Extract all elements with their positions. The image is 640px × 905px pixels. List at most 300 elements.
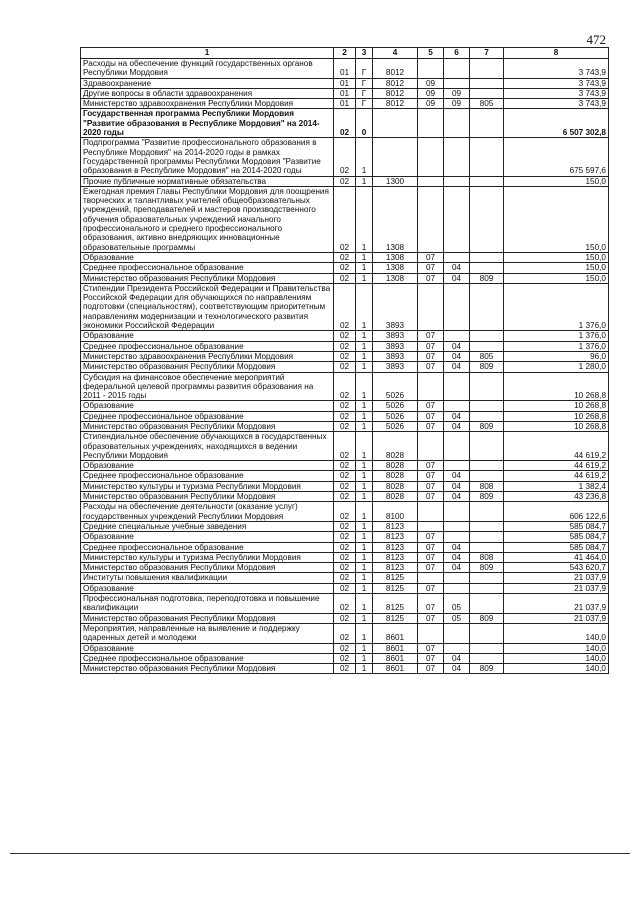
table-row [81,252,609,262]
row-code-section: 07 [418,643,444,653]
row-code-department [470,138,504,176]
row-code-section: 07 [418,594,444,614]
row-name-cell: Министерство культуры и туризма Республики Мордовия [81,552,334,562]
row-code-department [470,643,504,653]
row-code-department [470,341,504,351]
row-code-subsection [444,432,470,461]
row-code-section: 07 [418,351,444,361]
row-code-subsection: 04 [444,273,470,283]
row-code-target: 1308 [373,252,418,262]
page-bottom-rule [10,853,630,854]
row-code-subprogram: 0 [356,109,373,138]
row-code-program: 01 [334,78,356,88]
row-code-subprogram: 1 [356,331,373,341]
row-amount-cell: 43 236,8 [504,492,609,502]
row-code-subprogram: 1 [356,542,373,552]
table-row [81,263,609,273]
row-code-section: 07 [418,421,444,431]
row-code-subsection: 04 [444,481,470,491]
table-row [81,331,609,341]
row-amount-cell: 150,0 [504,186,609,252]
row-name-cell: Стипендиальное обеспечение обучающихся в государственных образовательных учреждениях, находящихся в ведении Республики Мордовия [81,432,334,461]
row-code-department [470,573,504,583]
row-code-target: 8012 [373,88,418,98]
row-amount-cell: 44 619,2 [504,432,609,461]
row-code-subprogram: 1 [356,186,373,252]
row-code-target: 8012 [373,59,418,79]
row-code-section: 07 [418,653,444,663]
row-code-subsection: 04 [444,664,470,674]
row-name-cell: Другие вопросы в области здравоохранения [81,88,334,98]
row-code-program: 02 [334,583,356,593]
row-code-program: 02 [334,283,356,330]
table-row [81,563,609,573]
row-code-program: 02 [334,176,356,186]
row-code-target: 8601 [373,623,418,643]
row-code-department [470,583,504,593]
row-amount-cell: 150,0 [504,176,609,186]
row-amount-cell: 1 376,0 [504,331,609,341]
row-code-subprogram: 1 [356,341,373,351]
row-name-cell: Прочие публичные нормативные обязательства [81,176,334,186]
row-code-subprogram: 1 [356,532,373,542]
table-body [81,59,609,674]
table-row [81,421,609,431]
row-code-target: 8125 [373,613,418,623]
row-code-section [418,573,444,583]
header-cell: 3 [356,48,373,59]
row-code-subsection [444,186,470,252]
row-code-department [470,623,504,643]
row-code-department [470,471,504,481]
row-code-subsection: 04 [444,542,470,552]
header-cell: 8 [504,48,609,59]
row-code-section: 07 [418,471,444,481]
row-code-subsection: 04 [444,653,470,663]
row-name-cell: Профессиональная подготовка, переподготовка и повышение квалификации [81,594,334,614]
row-code-program: 02 [334,273,356,283]
row-name-cell: Здравоохранение [81,78,334,88]
row-amount-cell: 140,0 [504,664,609,674]
row-name-cell: Подпрограмма "Развитие профессионального образования в Республике Мордовия" на 2014-2020 годы в рамках Государственной программы Республики Мордовия "Развитие образования в Республике Мордовия" на 2014-2020 годы [81,138,334,176]
row-code-target: 8028 [373,471,418,481]
row-name-cell: Среднее профессиональное образование [81,471,334,481]
row-code-program: 02 [334,653,356,663]
row-code-program: 01 [334,59,356,79]
row-name-cell: Министерство здравоохранения Республики Мордовия [81,351,334,361]
table-row [81,481,609,491]
row-code-subsection: 04 [444,411,470,421]
row-code-subprogram: 1 [356,664,373,674]
row-code-department [470,401,504,411]
table-row [81,176,609,186]
row-code-department [470,88,504,98]
row-code-section [418,176,444,186]
row-code-department: 805 [470,99,504,109]
row-code-subprogram: 1 [356,176,373,186]
row-code-department [470,432,504,461]
table-row [81,341,609,351]
page-number: 472 [586,32,606,47]
row-code-subprogram: 1 [356,492,373,502]
budget-table [80,47,609,674]
row-amount-cell: 1 382,4 [504,481,609,491]
row-code-department [470,176,504,186]
row-amount-cell: 606 122,6 [504,502,609,522]
row-code-subprogram: 1 [356,521,373,531]
row-code-program: 02 [334,552,356,562]
row-code-subprogram: Г [356,78,373,88]
row-name-cell: Средние специальные учебные заведения [81,521,334,531]
row-code-target: 8601 [373,653,418,663]
row-code-subsection: 04 [444,421,470,431]
row-code-target: 8123 [373,552,418,562]
row-code-section: 07 [418,273,444,283]
row-amount-cell: 585 084,7 [504,532,609,542]
row-code-subsection [444,372,470,401]
table-row [81,532,609,542]
row-name-cell: Министерство культуры и туризма Республики Мордовия [81,481,334,491]
table-row [81,186,609,252]
row-code-target: 8601 [373,643,418,653]
row-code-section: 09 [418,99,444,109]
row-code-section: 07 [418,341,444,351]
table-row [81,432,609,461]
row-code-program: 02 [334,341,356,351]
row-code-subsection [444,643,470,653]
row-code-target [373,109,418,138]
row-code-program: 02 [334,481,356,491]
row-code-program: 01 [334,99,356,109]
row-amount-cell: 10 268,8 [504,372,609,401]
row-code-target [373,138,418,176]
row-code-section: 07 [418,401,444,411]
row-code-target: 1308 [373,263,418,273]
row-code-subprogram: 1 [356,432,373,461]
row-code-subsection [444,59,470,79]
row-code-target: 8123 [373,521,418,531]
row-name-cell: Министерство образования Республики Мордовия [81,421,334,431]
row-amount-cell: 10 268,8 [504,401,609,411]
table-row [81,461,609,471]
row-name-cell: Расходы на обеспечение деятельности (оказание услуг) государственных учреждений Республики Мордовия [81,502,334,522]
table-row [81,59,609,79]
row-name-cell: Образование [81,532,334,542]
row-name-cell: Институты повышения квалификации [81,573,334,583]
row-code-subprogram: 1 [356,421,373,431]
row-amount-cell: 150,0 [504,252,609,262]
table-row [81,653,609,663]
row-name-cell: Образование [81,461,334,471]
row-name-cell: Стипендии Президента Российской Федерации и Правительства Российской Федерации для обучающихся по направлениям подготовки (специальностям), соответствующим приоритетным направлениям модернизации и технологического развития экономики Российской Федерации [81,283,334,330]
row-code-target: 8125 [373,573,418,583]
row-code-subsection: 04 [444,492,470,502]
row-code-subsection [444,521,470,531]
row-amount-cell: 44 619,2 [504,461,609,471]
table-row [81,521,609,531]
row-code-department [470,542,504,552]
row-code-subsection: 05 [444,594,470,614]
table-row [81,502,609,522]
row-code-program: 02 [334,138,356,176]
header-cell: 6 [444,48,470,59]
table-row [81,411,609,421]
row-code-target: 3893 [373,283,418,330]
table-row [81,78,609,88]
row-code-section: 07 [418,331,444,341]
row-code-subprogram: 1 [356,138,373,176]
row-code-subprogram: 1 [356,643,373,653]
row-code-section: 07 [418,481,444,491]
row-code-department: 808 [470,552,504,562]
table-row [81,351,609,361]
row-code-program: 02 [334,594,356,614]
row-amount-cell: 140,0 [504,653,609,663]
row-name-cell: Образование [81,252,334,262]
row-name-cell: Среднее профессиональное образование [81,341,334,351]
row-code-department [470,594,504,614]
row-code-program: 02 [334,492,356,502]
row-code-subsection: 09 [444,88,470,98]
row-code-target: 1308 [373,273,418,283]
row-amount-cell: 150,0 [504,273,609,283]
table-row [81,623,609,643]
row-code-subsection [444,532,470,542]
row-name-cell: Расходы на обеспечение функций государственных органов Республики Мордовия [81,59,334,79]
row-code-subprogram: Г [356,59,373,79]
row-name-cell: Министерство здравоохранения Республики Мордовия [81,99,334,109]
row-code-section [418,138,444,176]
row-name-cell: Министерство образования Республики Мордовия [81,563,334,573]
row-code-subsection [444,583,470,593]
row-code-subprogram: 1 [356,372,373,401]
row-code-target: 8012 [373,99,418,109]
table-row [81,552,609,562]
row-name-cell: Субсидия на финансовое обеспечение мероприятий федеральной целевой программы развития образования на 2011 - 2015 годы [81,372,334,401]
table-row [81,99,609,109]
row-amount-cell: 3 743,9 [504,78,609,88]
row-name-cell: Мероприятия, направленные на выявление и поддержку одаренных детей и молодежи [81,623,334,643]
row-code-target: 8123 [373,542,418,552]
row-code-department: 809 [470,613,504,623]
row-code-section [418,109,444,138]
row-code-section: 07 [418,664,444,674]
table-row [81,573,609,583]
row-code-subprogram: 1 [356,461,373,471]
row-code-department [470,521,504,531]
row-code-program: 02 [334,521,356,531]
row-code-program: 02 [334,502,356,522]
table-row [81,471,609,481]
row-amount-cell: 41 464,0 [504,552,609,562]
row-name-cell: Министерство образования Республики Мордовия [81,613,334,623]
table-row [81,372,609,401]
table-row [81,594,609,614]
table-row [81,138,609,176]
row-name-cell: Образование [81,643,334,653]
row-code-department [470,59,504,79]
row-code-section [418,623,444,643]
row-amount-cell: 21 037,9 [504,613,609,623]
row-code-subsection: 04 [444,471,470,481]
table-row [81,643,609,653]
row-code-department [470,252,504,262]
table-row [81,664,609,674]
row-code-subprogram: 1 [356,273,373,283]
row-amount-cell: 3 743,9 [504,99,609,109]
row-code-subprogram: 1 [356,573,373,583]
row-code-section: 07 [418,461,444,471]
row-amount-cell: 21 037,9 [504,573,609,583]
row-code-section: 07 [418,583,444,593]
row-code-target: 8123 [373,532,418,542]
row-code-subprogram: 1 [356,623,373,643]
row-code-target: 8601 [373,664,418,674]
row-code-target: 5026 [373,401,418,411]
row-code-program: 02 [334,461,356,471]
row-amount-cell: 585 084,7 [504,542,609,552]
row-code-program: 02 [334,623,356,643]
row-code-subprogram: 1 [356,471,373,481]
row-amount-cell: 140,0 [504,623,609,643]
row-code-program: 01 [334,88,356,98]
row-code-subprogram: Г [356,88,373,98]
row-code-department: 809 [470,362,504,372]
row-amount-cell: 1 376,0 [504,283,609,330]
row-name-cell: Среднее профессиональное образование [81,542,334,552]
row-amount-cell: 140,0 [504,643,609,653]
row-code-subsection [444,331,470,341]
row-code-target: 1300 [373,176,418,186]
row-amount-cell: 21 037,9 [504,583,609,593]
table-row [81,401,609,411]
row-code-program: 02 [334,613,356,623]
table-row [81,88,609,98]
row-code-target: 5026 [373,421,418,431]
row-amount-cell: 96,0 [504,351,609,361]
row-amount-cell: 3 743,9 [504,59,609,79]
table-row [81,109,609,138]
row-code-program: 02 [334,421,356,431]
row-code-program: 02 [334,372,356,401]
header-cell: 5 [418,48,444,59]
row-amount-cell: 585 084,7 [504,521,609,531]
row-code-target: 5026 [373,372,418,401]
row-code-subsection [444,502,470,522]
row-code-target: 8028 [373,492,418,502]
header-cell: 7 [470,48,504,59]
row-code-target: 1308 [373,186,418,252]
row-code-program: 02 [334,542,356,552]
row-code-subprogram: 1 [356,563,373,573]
row-code-department [470,186,504,252]
row-code-subprogram: Г [356,99,373,109]
header-cell: 4 [373,48,418,59]
row-code-department [470,461,504,471]
row-amount-cell: 6 507 302,8 [504,109,609,138]
row-code-target: 8012 [373,78,418,88]
row-code-subsection [444,623,470,643]
row-code-program: 02 [334,401,356,411]
row-code-section [418,521,444,531]
table-row [81,362,609,372]
row-code-department [470,283,504,330]
row-code-target: 3893 [373,362,418,372]
row-code-department [470,263,504,273]
row-code-department: 809 [470,273,504,283]
row-code-program: 02 [334,263,356,273]
row-name-cell: Государственная программа Республики Мордовия "Развитие образования в Республике Мордовия" на 2014-2020 годы [81,109,334,138]
row-code-subsection: 09 [444,99,470,109]
header-cell: 1 [81,48,334,59]
row-code-section [418,432,444,461]
row-code-subprogram: 1 [356,401,373,411]
row-code-subsection [444,109,470,138]
row-code-subsection: 04 [444,351,470,361]
row-code-program: 02 [334,573,356,583]
row-name-cell: Образование [81,583,334,593]
row-code-subsection: 05 [444,613,470,623]
row-code-section: 09 [418,78,444,88]
row-code-department [470,109,504,138]
row-code-subprogram: 1 [356,351,373,361]
row-code-section: 07 [418,552,444,562]
row-code-section: 07 [418,263,444,273]
header-row [81,48,609,59]
row-amount-cell: 44 619,2 [504,471,609,481]
row-code-section [418,372,444,401]
row-code-target: 3893 [373,341,418,351]
row-code-department: 805 [470,351,504,361]
row-code-department: 808 [470,481,504,491]
row-code-department [470,502,504,522]
table-row [81,613,609,623]
row-code-program: 02 [334,186,356,252]
row-code-department [470,653,504,663]
row-code-section [418,59,444,79]
row-code-subsection [444,138,470,176]
row-code-department [470,411,504,421]
table-row [81,492,609,502]
row-code-subsection [444,78,470,88]
row-code-target: 3893 [373,331,418,341]
row-name-cell: Среднее профессиональное образование [81,411,334,421]
row-code-subprogram: 1 [356,594,373,614]
table-row [81,542,609,552]
row-code-department [470,372,504,401]
row-code-program: 02 [334,563,356,573]
row-code-program: 02 [334,471,356,481]
row-code-target: 8100 [373,502,418,522]
row-code-program: 02 [334,643,356,653]
row-amount-cell: 150,0 [504,263,609,273]
row-code-program: 02 [334,362,356,372]
row-code-subsection [444,401,470,411]
row-code-target: 8028 [373,461,418,471]
row-code-subsection [444,283,470,330]
row-name-cell: Ежегодная премия Главы Республики Мордовия для поощрения творческих и талантливых учителей общеобразовательных учреждений, преподавателей и мастеров производственного обучения образовательных учреждений начального профессионального и среднего профессионального образования, активно внедряющих инновационные образовательные программы [81,186,334,252]
row-code-department [470,532,504,542]
row-amount-cell: 10 268,8 [504,421,609,431]
row-code-subsection [444,252,470,262]
row-code-section: 07 [418,542,444,552]
row-code-program: 02 [334,432,356,461]
row-code-department [470,331,504,341]
row-code-program: 02 [334,411,356,421]
row-code-section: 07 [418,362,444,372]
row-name-cell: Министерство образования Республики Мордовия [81,664,334,674]
row-amount-cell: 1 280,0 [504,362,609,372]
